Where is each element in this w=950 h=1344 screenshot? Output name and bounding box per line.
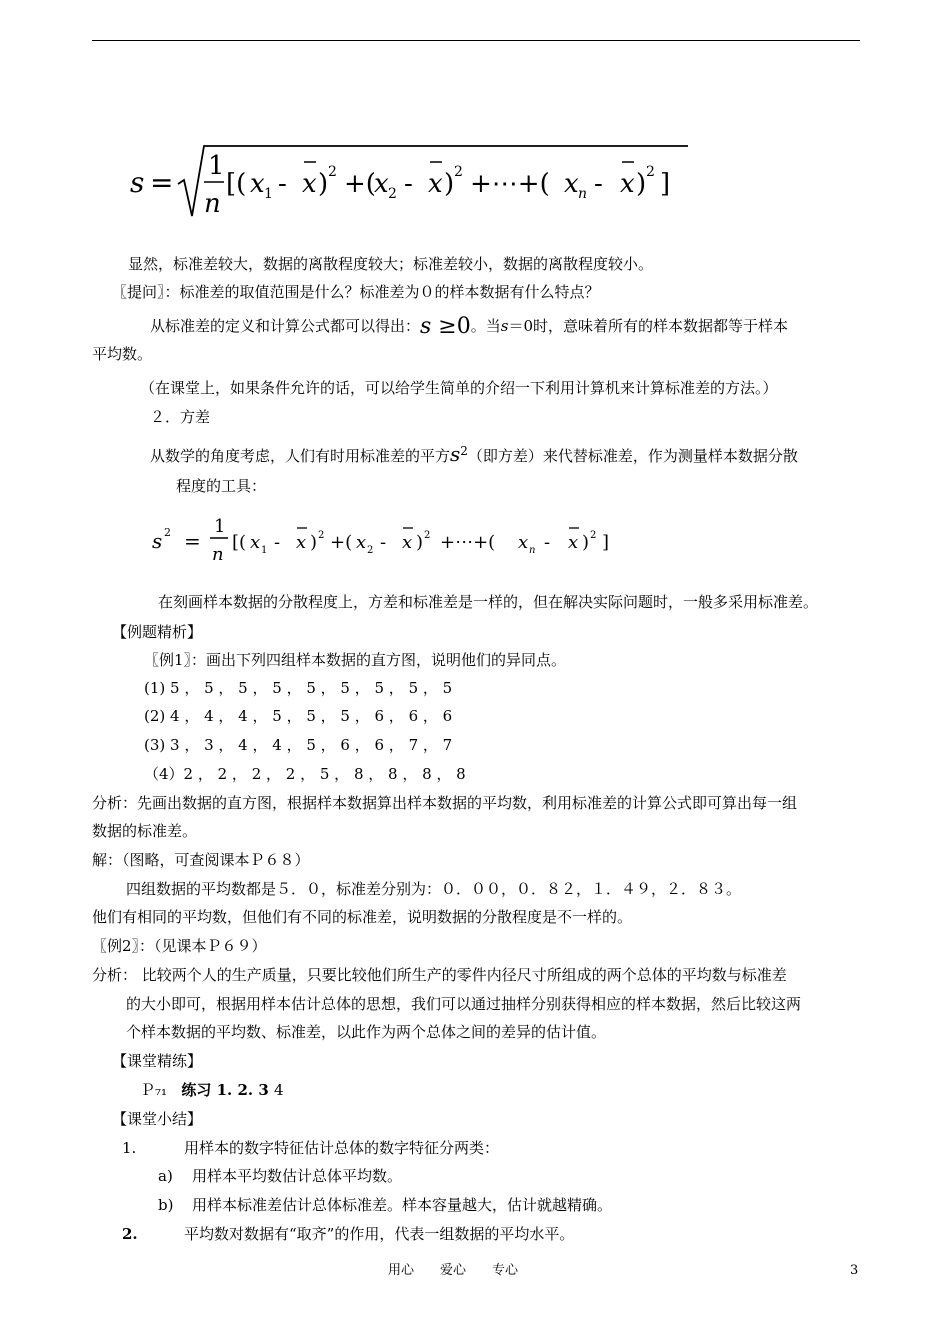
practice-line xyxy=(140,1080,284,1100)
footer-motto: 用心 爱心 专心 xyxy=(388,1263,519,1278)
svg-text:2: 2 xyxy=(164,526,171,539)
svg-text:=: = xyxy=(184,529,201,553)
svg-text:): ) xyxy=(318,169,329,199)
s-symbol: s xyxy=(500,317,509,335)
svg-text:2: 2 xyxy=(318,530,325,541)
svg-text:1: 1 xyxy=(214,516,226,537)
data-group-3: (3) 3 ， 3 ， 4 ， 4 ， 5 ， 6 ， 6 ， 7 ， 7 xyxy=(144,736,453,754)
svg-text:=: = xyxy=(150,166,174,199)
definition-line xyxy=(150,316,788,337)
svg-text:2: 2 xyxy=(328,164,337,180)
svg-text:x: x xyxy=(296,532,307,553)
practice-item-last: 4 xyxy=(274,1081,284,1099)
svg-text:x: x xyxy=(374,169,389,199)
data-group-1: (1) 5 ， 5 ， 5 ， 5 ， 5 ， 5 ， 5 ， 5 ， 5 xyxy=(144,679,453,697)
analysis-1-line-1: 分析：先画出数据的直方图，根据样本数据算出样本数据的平均数，利用标准差的计算公式即可算出每一组 xyxy=(92,794,798,812)
summary-item-1: 用样本的数字特征估计总体的数字特征分两类： xyxy=(184,1139,500,1157)
definition-text-c: ＝0时，意味着所有的样本数据都等于样本 xyxy=(508,317,789,335)
variance-text-b: （即方差）来代替标准差，作为测量样本数据分散 xyxy=(467,447,798,465)
summary-item-1a-mark: a) xyxy=(158,1167,173,1185)
svg-text:x: x xyxy=(302,169,317,199)
svg-text:n: n xyxy=(204,189,221,219)
inequality-symbol: ≥0 xyxy=(431,314,471,339)
svg-text:n: n xyxy=(578,186,588,202)
analysis-2-line-3: 个样本数据的平均数、标准差，以此作为两个总体之间的差异的估计值。 xyxy=(126,1023,607,1041)
svg-text:): ) xyxy=(582,532,590,553)
variance-heading: ２．方差 xyxy=(150,408,211,426)
svg-text:]: ] xyxy=(660,169,671,199)
svg-text:+(: +( xyxy=(344,169,376,199)
svg-text:+(: +( xyxy=(330,532,353,553)
svg-text:1: 1 xyxy=(208,151,225,181)
example-1-title: 〖例1〗：画出下列四组样本数据的直方图，说明他们的异同点。 xyxy=(144,651,567,669)
svg-text:2: 2 xyxy=(388,186,397,202)
svg-text:+⋯+(: +⋯+( xyxy=(440,532,496,553)
svg-text:2: 2 xyxy=(646,164,655,180)
svg-text:1: 1 xyxy=(264,186,273,202)
definition-text-a: 从标准差的定义和计算公式都可以得出： xyxy=(150,317,421,335)
classroom-note: （在课堂上，如果条件允许的话，可以给学生简单的介绍一下利用计算机来计算标准差的方法。） xyxy=(140,379,778,397)
question-line: 〖提问〗：标准差的取值范围是什么？标准差为０的样本数据有什么特点？ xyxy=(112,283,600,301)
svg-text:x: x xyxy=(568,532,579,553)
svg-text:2: 2 xyxy=(454,164,463,180)
svg-text:x: x xyxy=(250,532,261,553)
svg-text:x: x xyxy=(518,532,529,553)
examples-heading: 【例题精析】 xyxy=(112,623,203,641)
svg-text:1: 1 xyxy=(261,545,268,556)
summary-item-1a: 用样本平均数估计总体平均数。 xyxy=(192,1167,403,1185)
svg-text:-: - xyxy=(278,169,287,199)
svg-text:): ) xyxy=(416,532,424,553)
variance-formula-graphic xyxy=(150,512,710,568)
s-squared: s xyxy=(450,442,461,466)
data-group-2: (2) 4 ， 4 ， 4 ， 5 ， 5 ， 5 ， 6 ， 6 ， 6 xyxy=(144,707,453,725)
summary-item-1-number: 1. xyxy=(122,1139,137,1157)
summary-item-1b: 用样本标准差估计总体标准差。样本容量越大，估计就越精确。 xyxy=(192,1196,613,1214)
svg-text:x: x xyxy=(428,169,443,199)
svg-text:-: - xyxy=(380,532,387,553)
definition-text-b: 。当 xyxy=(470,317,501,335)
svg-text:s: s xyxy=(152,529,163,553)
analysis-2-line-1: 分析： 比较两个人的生产质量，只要比较他们所生产的零件内径尺寸所组成的两个总体的平均数与标准差 xyxy=(92,966,787,984)
paragraph-std-dev-meaning: 显然，标准差较大，数据的离散程度较大；标准差较小，数据的离散程度较小。 xyxy=(128,255,654,273)
example-2-title: 〖例2〗：（见课本Ｐ６９） xyxy=(92,937,267,955)
svg-text:x: x xyxy=(564,169,579,199)
svg-text:n: n xyxy=(212,544,224,565)
svg-text:n: n xyxy=(529,545,536,556)
svg-text:2: 2 xyxy=(424,530,431,541)
svg-text:x: x xyxy=(356,532,367,553)
solution-1: 解：（图略，可查阅课本Ｐ６８） xyxy=(92,851,310,869)
svg-text:-: - xyxy=(594,169,603,199)
header-rule xyxy=(92,40,860,41)
summary-item-1b-mark: b) xyxy=(158,1196,174,1214)
data-group-4: （4）2 ， 2 ， 2 ， 2 ， 5 ， 8 ， 8 ， 8 ， 8 xyxy=(144,765,466,783)
variance-text-a: 从数学的角度考虑，人们有时用标准差的平方 xyxy=(150,447,451,465)
solution-1-result: 四组数据的平均数都是５．０，标准差分别为：０．００，０．８２，１．４９，２．８３。 xyxy=(126,880,742,898)
std-dev-formula-graphic xyxy=(128,140,698,222)
s-squared-exp: 2 xyxy=(460,444,468,458)
svg-text:-: - xyxy=(544,532,551,553)
svg-text:s: s xyxy=(130,166,145,199)
svg-text:-: - xyxy=(274,532,281,553)
svg-text:[(: [( xyxy=(232,532,247,553)
summary-item-2-number: 2. xyxy=(122,1225,138,1243)
page-number: 3 xyxy=(850,1263,859,1278)
solution-1-conclusion: 他们有相同的平均数，但他们有不同的标准差，说明数据的分散程度是不一样的。 xyxy=(92,908,633,926)
variance-conclusion: 在刻画样本数据的分散程度上，方差和标准差是一样的，但在解决实际问题时，一般多采用标准差。 xyxy=(158,593,819,611)
svg-text:]: ] xyxy=(602,532,610,553)
variance-intro xyxy=(150,441,798,466)
svg-text:[(: [( xyxy=(226,169,247,199)
svg-text:x: x xyxy=(620,169,635,199)
svg-text:x: x xyxy=(402,532,413,553)
svg-text:-: - xyxy=(404,169,413,199)
definition-line-2: 平均数。 xyxy=(92,345,153,363)
summary-heading: 【课堂小结】 xyxy=(112,1110,203,1128)
analysis-2-line-2: 的大小即可，根据用样本估计总体的思想，我们可以通过抽样分别获得相应的样本数据，然后比较这两 xyxy=(126,995,802,1013)
summary-item-2: 平均数对数据有“取齐”的作用，代表一组数据的平均水平。 xyxy=(184,1225,575,1243)
svg-text:): ) xyxy=(444,169,455,199)
svg-text:+⋯+(: +⋯+( xyxy=(470,169,550,199)
svg-text:): ) xyxy=(636,169,647,199)
practice-page-ref: Ｐ₇₁ xyxy=(140,1081,168,1099)
analysis-1-line-2: 数据的标准差。 xyxy=(92,822,198,840)
svg-text:x: x xyxy=(250,169,265,199)
practice-items: 练习 1. 2. 3 xyxy=(181,1081,274,1099)
inequality-s-geq-0: s xyxy=(420,314,432,339)
svg-text:2: 2 xyxy=(367,545,374,556)
variance-intro-2: 程度的工具： xyxy=(176,477,267,495)
svg-text:2: 2 xyxy=(590,530,597,541)
practice-heading: 【课堂精练】 xyxy=(112,1052,203,1070)
svg-text:): ) xyxy=(310,532,318,553)
